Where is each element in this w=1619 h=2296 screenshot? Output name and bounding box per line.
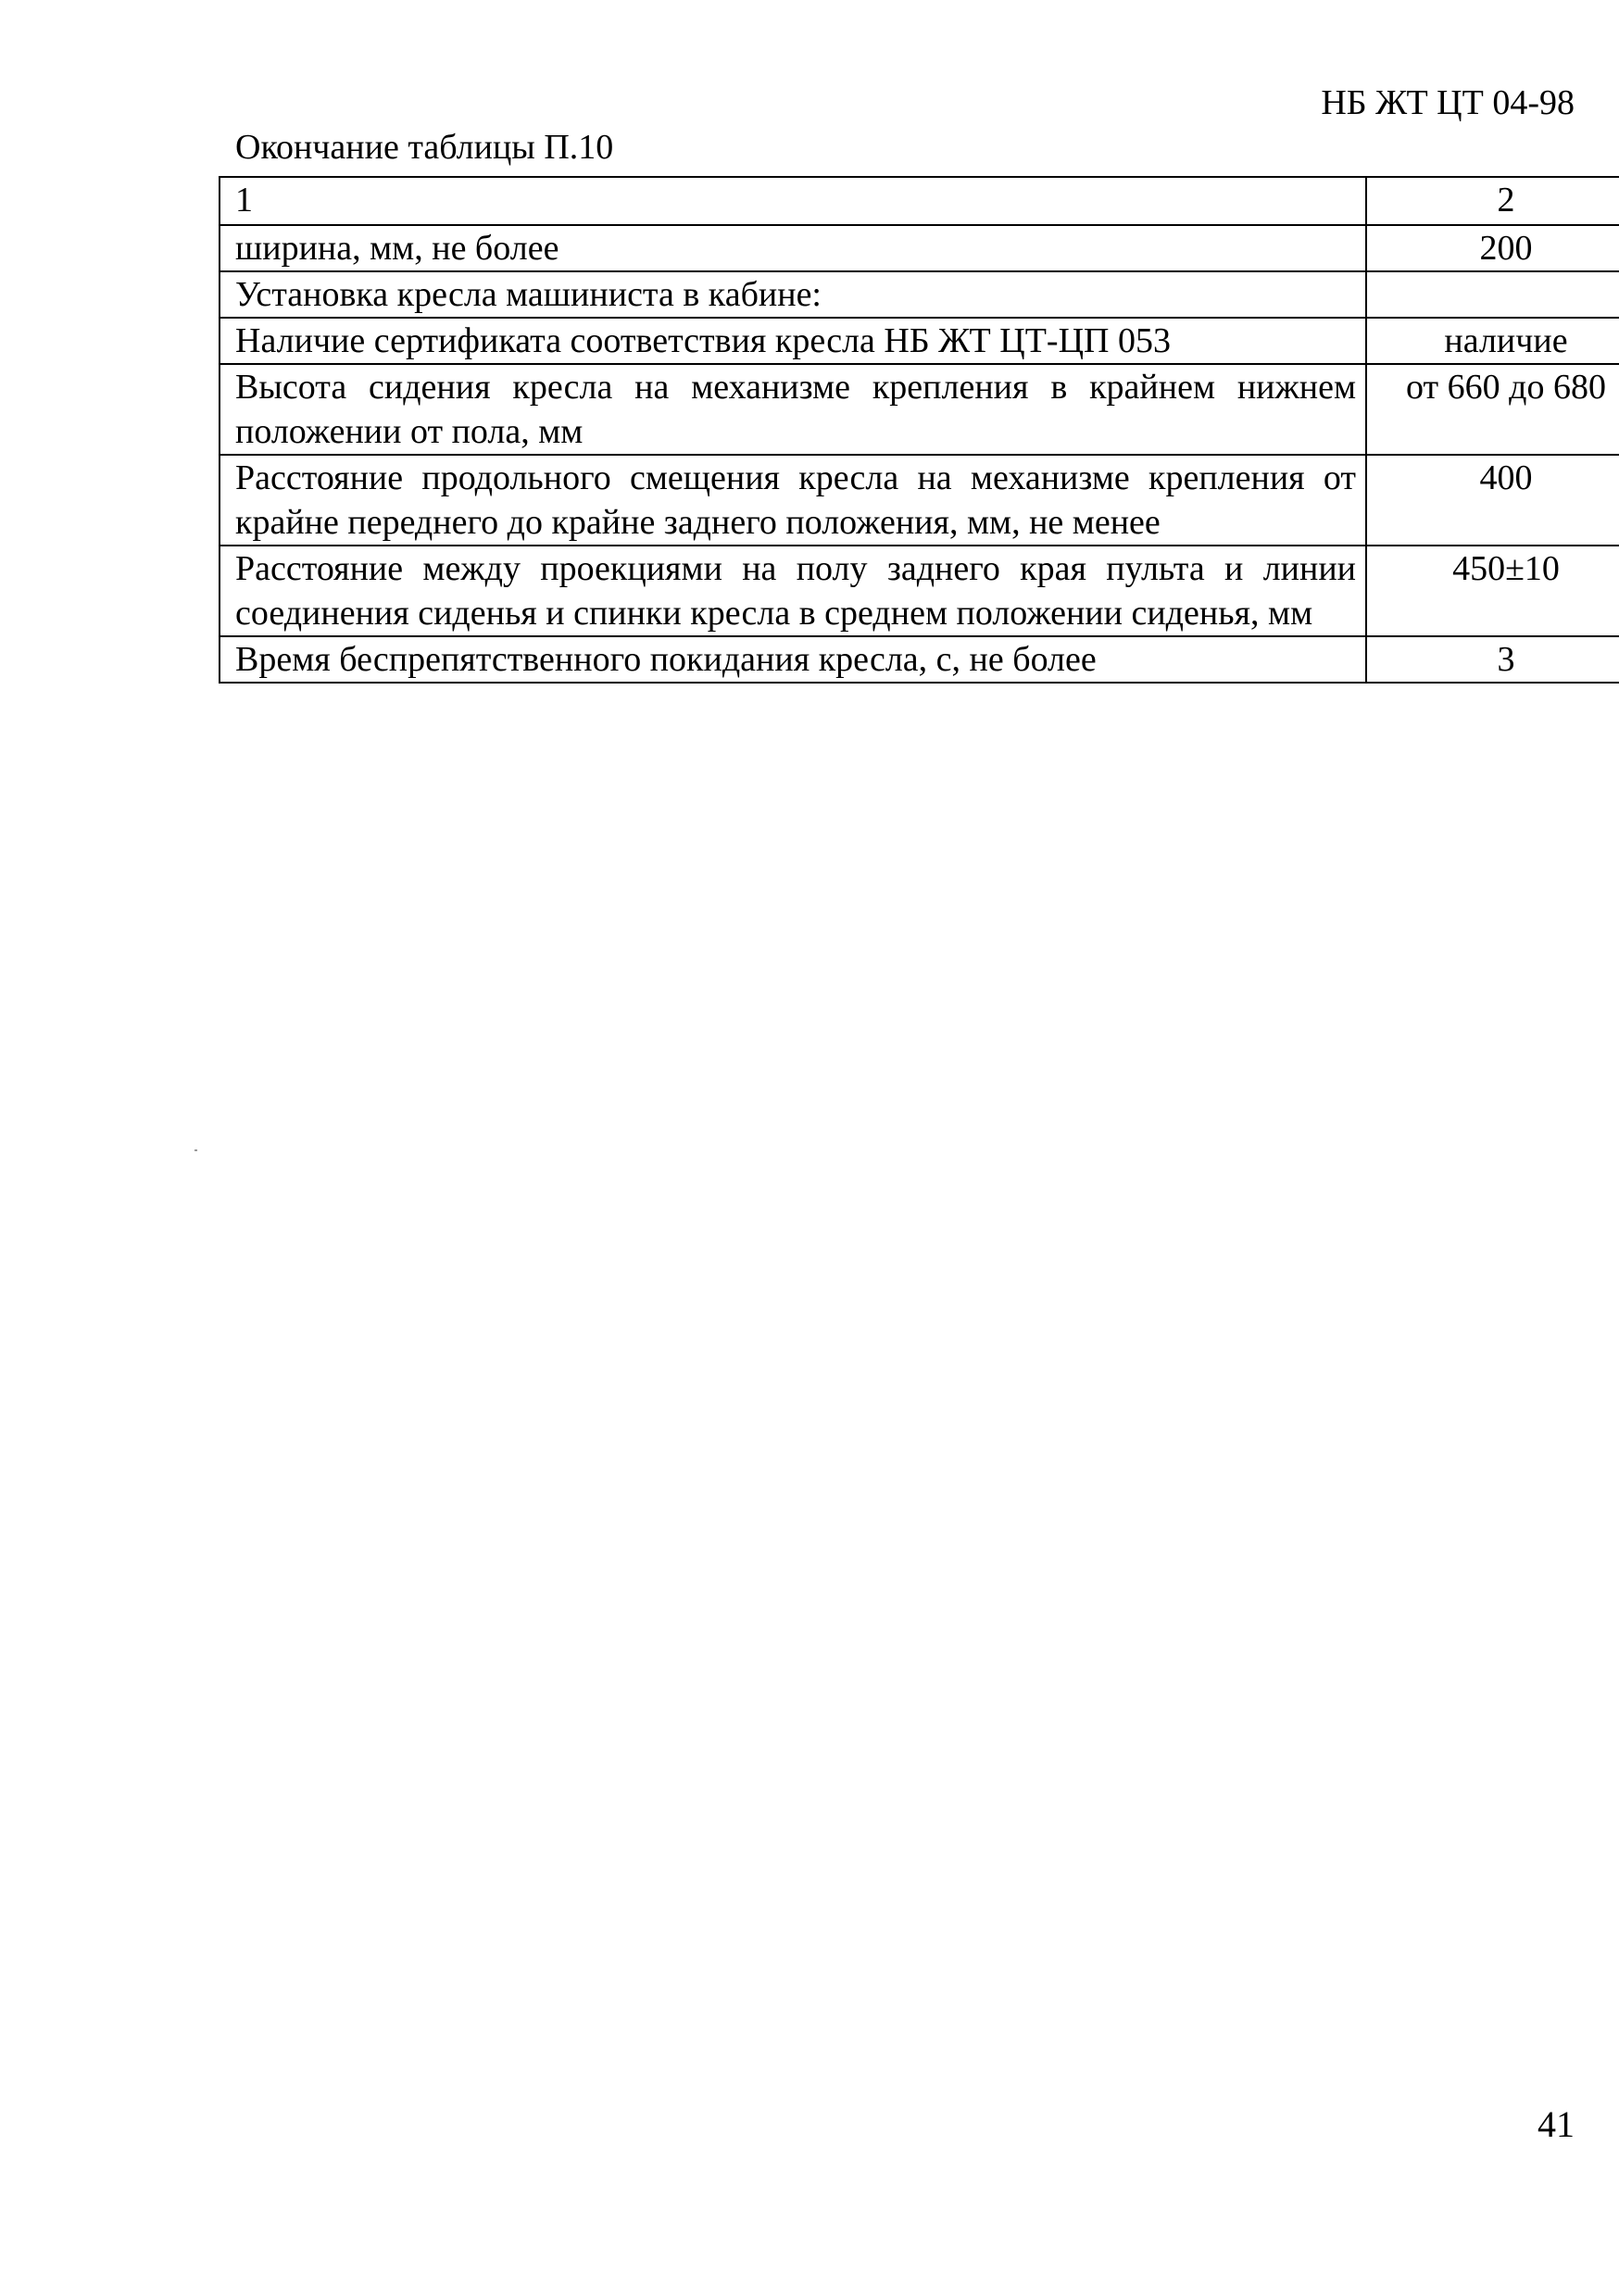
value-cell bbox=[1366, 271, 1619, 318]
document-code: НБ ЖТ ЦТ 04-98 bbox=[1321, 83, 1575, 122]
table-row bbox=[220, 636, 1619, 683]
parameter-cell: ширина, мм, не более bbox=[220, 225, 1366, 271]
parameter-cell: Время беспрепятственного покидания кресла, с, не более bbox=[220, 636, 1366, 683]
value-cell: от 660 до 680 bbox=[1366, 364, 1619, 455]
value-cell: 3 bbox=[1366, 636, 1619, 683]
specification-table bbox=[219, 176, 1619, 684]
table-row bbox=[220, 364, 1619, 455]
table-row bbox=[220, 225, 1619, 271]
parameter-cell: Расстояние между проекциями на полу заднего края пульта и линии соединения сиденья и спинки кресла в среднем положении сиденья, мм bbox=[220, 546, 1366, 636]
table-row bbox=[220, 455, 1619, 546]
table-row bbox=[220, 318, 1619, 364]
parameter-cell: Установка кресла машиниста в кабине: bbox=[220, 271, 1366, 318]
page-number: 41 bbox=[1537, 2103, 1575, 2145]
table-row bbox=[220, 271, 1619, 318]
value-cell: 400 bbox=[1366, 455, 1619, 546]
value-cell: 200 bbox=[1366, 225, 1619, 271]
column-header-2: 2 bbox=[1366, 177, 1619, 225]
value-cell: наличие bbox=[1366, 318, 1619, 364]
table-row bbox=[220, 546, 1619, 636]
parameter-cell: Высота сидения кресла на механизме крепления в крайнем нижнем положении от пола, мм bbox=[220, 364, 1366, 455]
table-header-row bbox=[220, 177, 1619, 225]
scan-speck bbox=[195, 1149, 197, 1151]
value-cell: 450±10 bbox=[1366, 546, 1619, 636]
column-header-1: 1 bbox=[220, 177, 1366, 225]
table-caption: Окончание таблицы П.10 bbox=[235, 128, 614, 167]
parameter-cell: Наличие сертификата соответствия кресла НБ ЖТ ЦТ-ЦП 053 bbox=[220, 318, 1366, 364]
parameter-cell: Расстояние продольного смещения кресла на механизме крепления от крайне переднего до крайне заднего положения, мм, не менее bbox=[220, 455, 1366, 546]
